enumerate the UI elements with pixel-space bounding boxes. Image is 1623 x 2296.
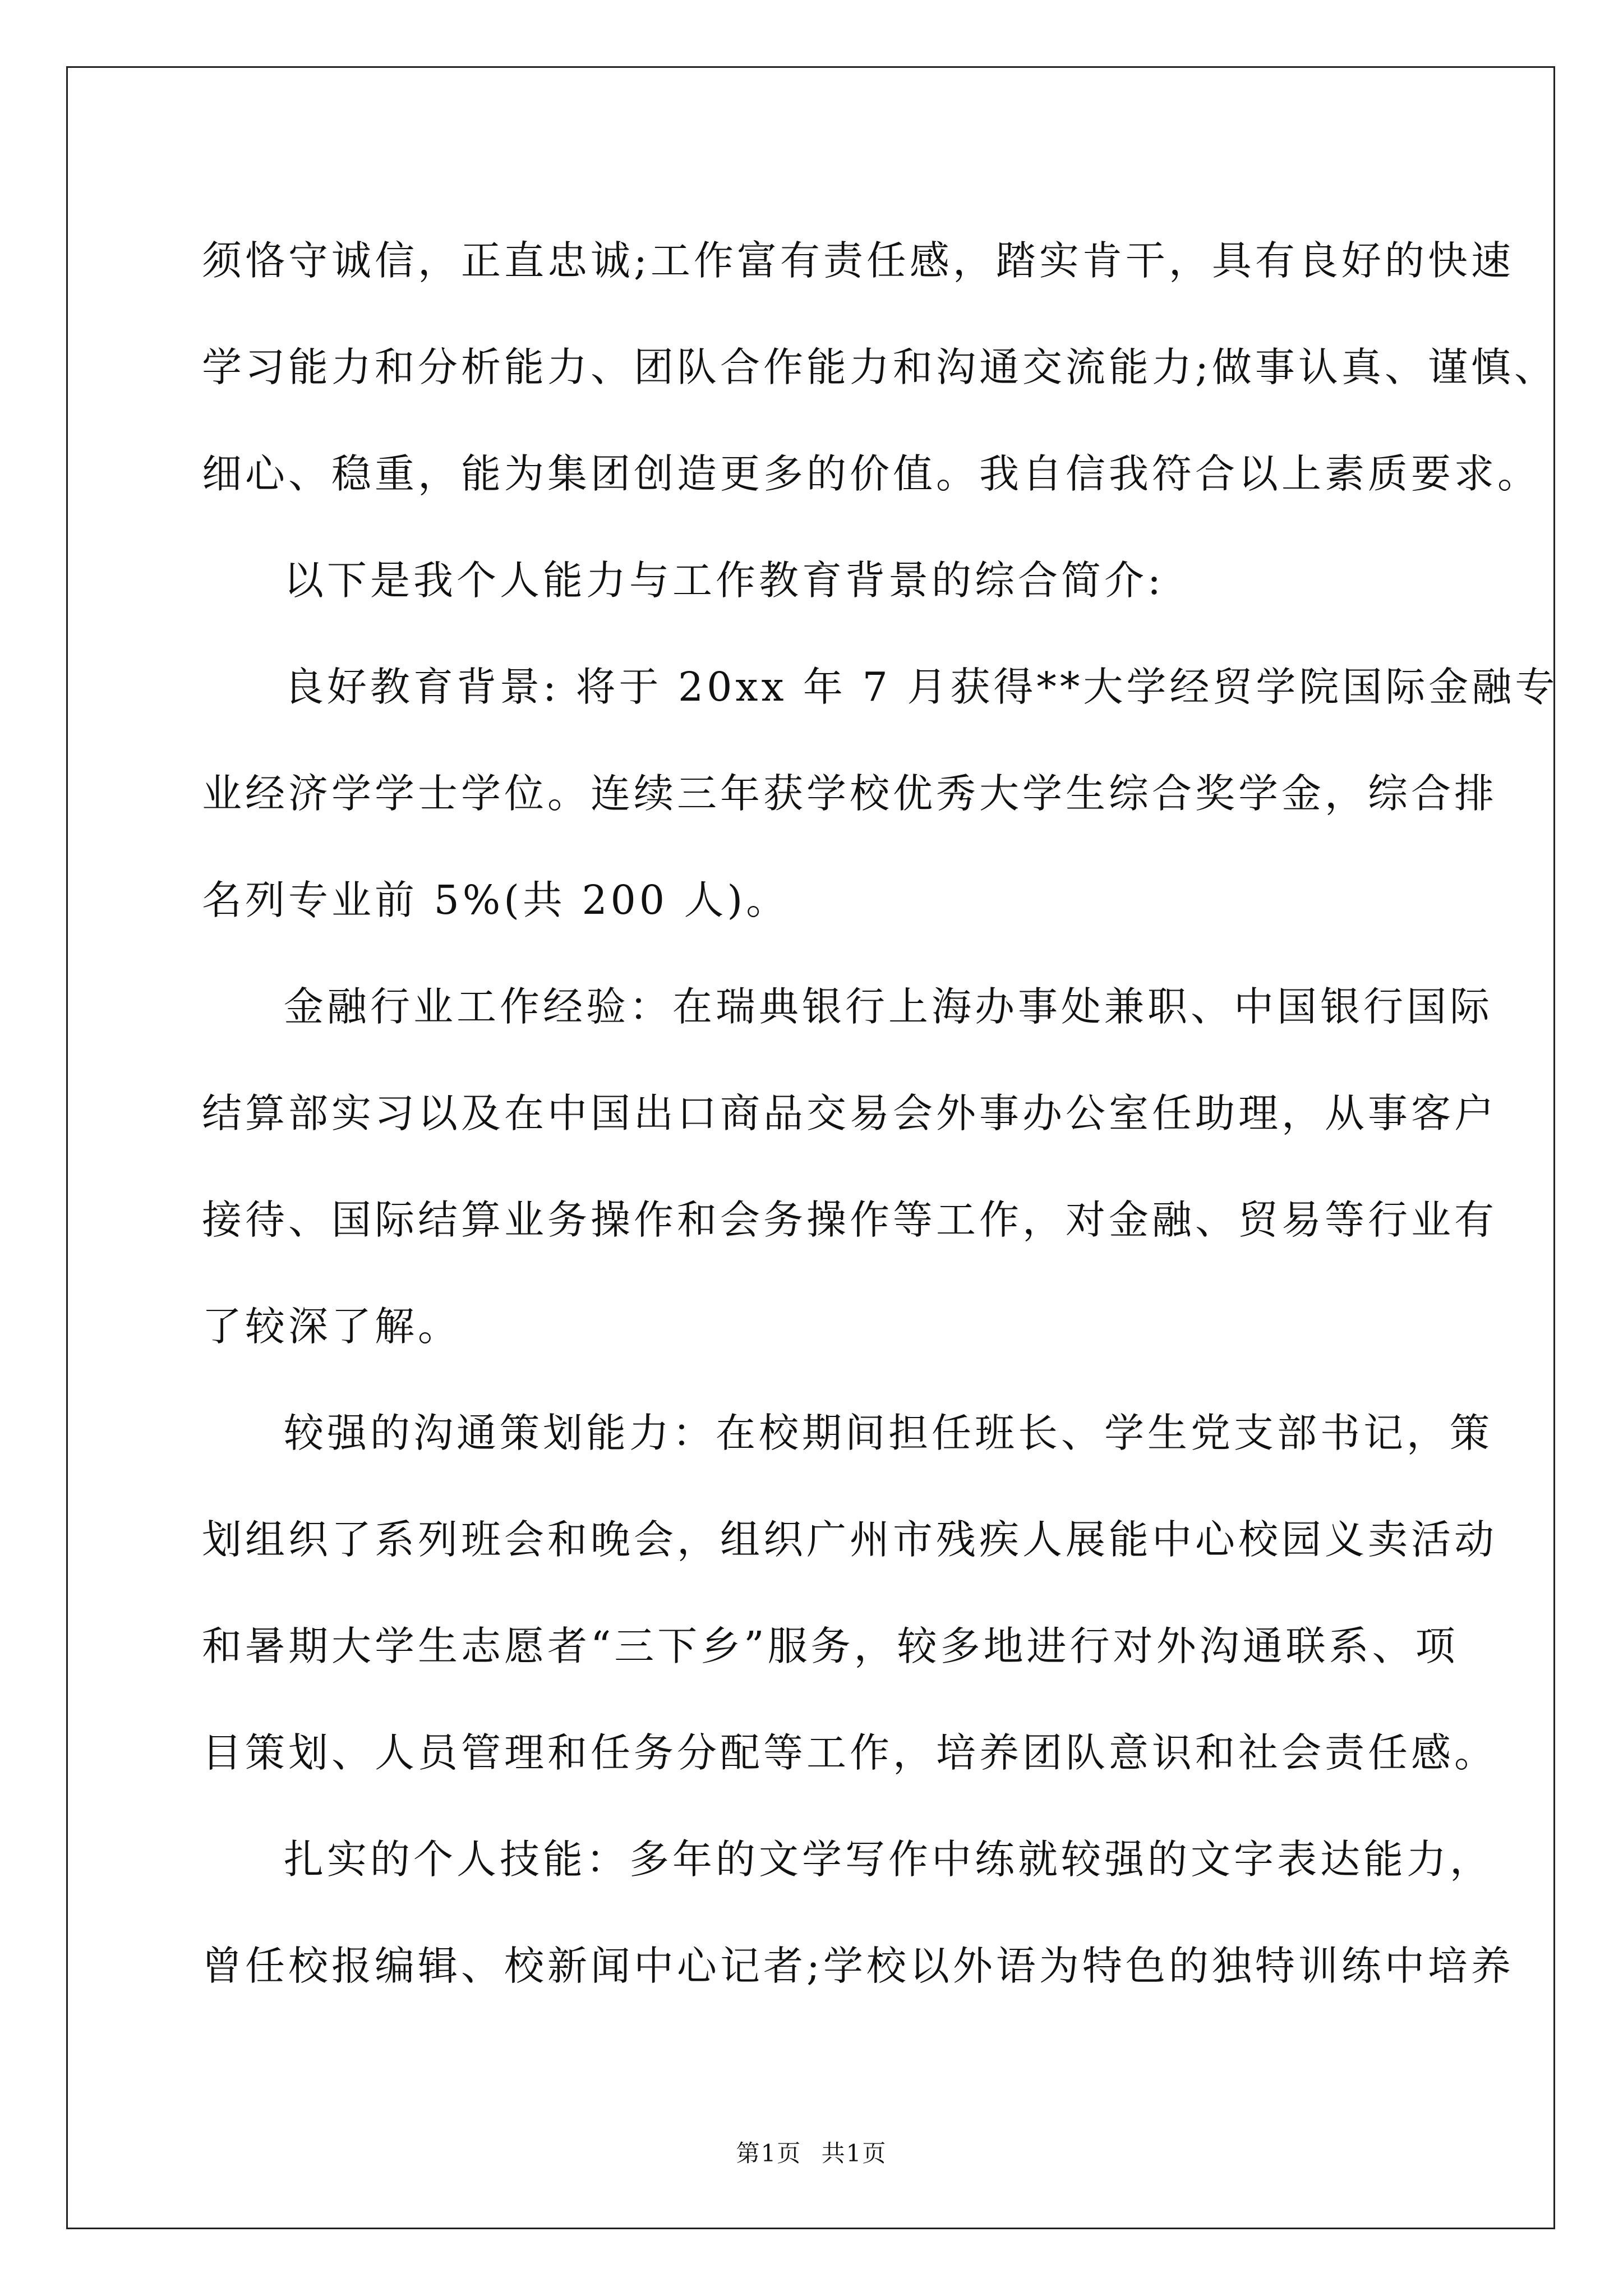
text-line: 金融行业工作经验：在瑞典银行上海办事处兼职、中国银行国际 <box>284 983 1493 1030</box>
text-line: 须恪守诚信，正直忠诚;工作富有责任感，踏实肯干，具有良好的快速 <box>202 237 1514 284</box>
text-line: 学习能力和分析能力、团队合作能力和沟通交流能力;做事认真、谨慎、 <box>202 344 1557 390</box>
page-footer <box>0 2135 1623 2169</box>
text-line: 扎实的个人技能：多年的文学写作中练就较强的文字表达能力， <box>284 1836 1493 1883</box>
text-line: 划组织了系列班会和晚会，组织广州市残疾人展能中心校园义卖活动 <box>202 1516 1498 1563</box>
text-line: 较强的沟通策划能力：在校期间担任班长、学生党支部书记，策 <box>284 1410 1493 1456</box>
text-line: 接待、国际结算业务操作和会务操作等工作，对金融、贸易等行业有 <box>202 1197 1498 1243</box>
total-pages: 共1页 <box>821 2139 887 2167</box>
text-line: 以下是我个人能力与工作教育背景的综合简介: <box>284 557 1164 604</box>
text-line: 名列专业前 5%(共 200 人)。 <box>202 877 790 923</box>
text-line: 结算部实习以及在中国出口商品交易会外事办公室任助理，从事客户 <box>202 1090 1498 1137</box>
document-body <box>202 208 1559 2019</box>
text-line: 了较深了解。 <box>202 1303 462 1350</box>
text-line: 目策划、人员管理和任务分配等工作，培养团队意识和社会责任感。 <box>202 1729 1498 1776</box>
text-line: 业经济学学士学位。连续三年获学校优秀大学生综合奖学金，综合排 <box>202 770 1498 817</box>
text-line: 曾任校报编辑、校新闻中心记者;学校以外语为特色的独特训练中培养 <box>202 1943 1514 1989</box>
text-line: 良好教育背景: 将于 20xx 年 7 月获得**大学经贸学院国际金融专 <box>284 664 1559 710</box>
text-line: 细心、稳重，能为集团创造更多的价值。我自信我符合以上素质要求。 <box>202 450 1541 497</box>
document-text <box>202 208 1559 2019</box>
text-line: 和暑期大学生志愿者“三下乡”服务，较多地进行对外沟通联系、项 <box>202 1623 1459 1669</box>
page-number: 第1页 <box>736 2139 802 2167</box>
